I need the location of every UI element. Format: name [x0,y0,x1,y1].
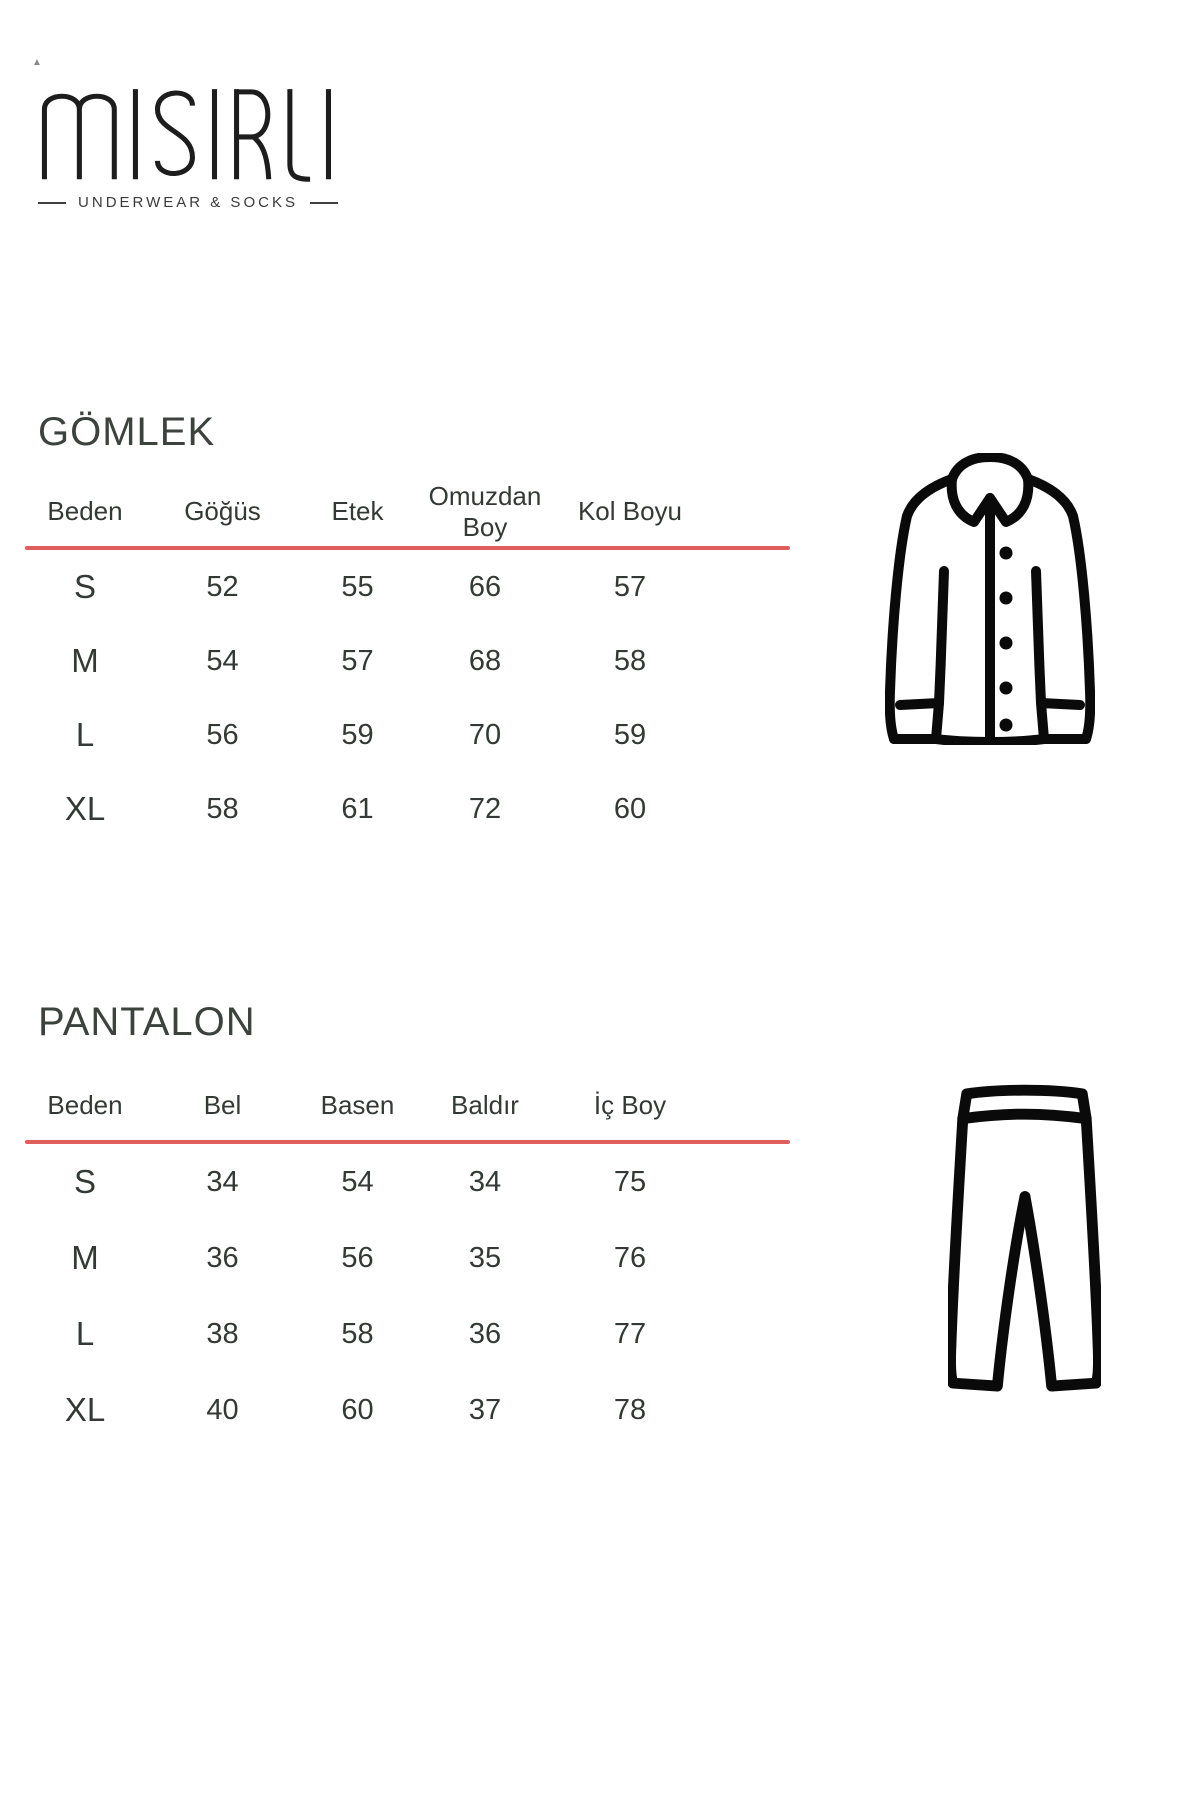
logo-triangle-mark: ▲ [32,57,42,68]
column-header: Bel [203,1090,242,1121]
value-cell: 58 [206,792,239,825]
shirt-size-table [25,478,790,846]
value-cell: 59 [613,718,647,751]
table-row [25,550,790,624]
value-cell: 57 [613,570,647,603]
value-cell: 68 [468,644,502,677]
value-cell: 75 [613,1165,647,1198]
table-row [25,1296,790,1372]
table-row [25,1372,790,1448]
value-cell: 54 [341,1165,374,1198]
size-cell: M [71,642,99,679]
logo-wordmark-icon [38,76,334,185]
size-cell: M [71,1239,99,1276]
table-row [25,772,790,846]
section-title-pantalon: PANTALON [38,1000,256,1044]
column-header: Göğüs [184,496,261,527]
size-cell: S [73,1163,96,1200]
size-cell: XL [64,790,106,827]
value-cell: 35 [468,1241,502,1274]
table-row [25,1144,790,1220]
pants-icon [948,1084,1101,1396]
pants-table-header [25,1072,790,1140]
value-cell: 55 [341,570,374,603]
column-header: Omuzdan Boy [428,480,542,542]
column-header: İç Boy [593,1090,667,1121]
value-cell: 34 [206,1165,239,1198]
column-header: Kol Boyu [577,496,683,527]
value-cell: 40 [206,1393,239,1426]
brand-tagline [38,194,338,211]
value-cell: 56 [341,1241,374,1274]
size-cell: XL [64,1391,106,1428]
size-cell: L [75,716,95,753]
pants-size-table [25,1072,790,1448]
value-cell: 58 [613,644,647,677]
column-header: Etek [331,496,384,527]
value-cell: 34 [468,1165,502,1198]
table-row [25,698,790,772]
value-cell: 59 [341,718,374,751]
shirt-icon [885,453,1095,745]
value-cell: 36 [206,1241,239,1274]
value-cell: 61 [341,792,374,825]
column-header: Basen [320,1090,395,1121]
value-cell: 36 [468,1317,502,1350]
value-cell: 54 [206,644,239,677]
tagline-text: UNDERWEAR & SOCKS [78,194,298,211]
tagline-rule-right [310,202,338,204]
size-cell: S [73,568,96,605]
value-cell: 60 [341,1393,374,1426]
value-cell: 72 [468,792,502,825]
value-cell: 56 [206,718,239,751]
value-cell: 77 [613,1317,647,1350]
value-cell: 60 [613,792,647,825]
value-cell: 57 [341,644,374,677]
value-cell: 66 [468,570,502,603]
size-cell: L [75,1315,95,1352]
table-row [25,1220,790,1296]
value-cell: 70 [468,718,502,751]
column-header: Beden [47,1090,123,1121]
shirt-table-header [25,478,790,546]
value-cell: 76 [613,1241,647,1274]
column-header: Baldır [451,1090,519,1121]
value-cell: 58 [341,1317,374,1350]
table-row [25,624,790,698]
tagline-rule-left [38,202,66,204]
value-cell: 38 [206,1317,239,1350]
brand-logo [32,56,338,211]
section-title-gomlek: GÖMLEK [38,410,216,454]
value-cell: 52 [206,570,239,603]
value-cell: 78 [613,1393,647,1426]
column-header: Beden [47,496,123,527]
value-cell: 37 [468,1393,502,1426]
